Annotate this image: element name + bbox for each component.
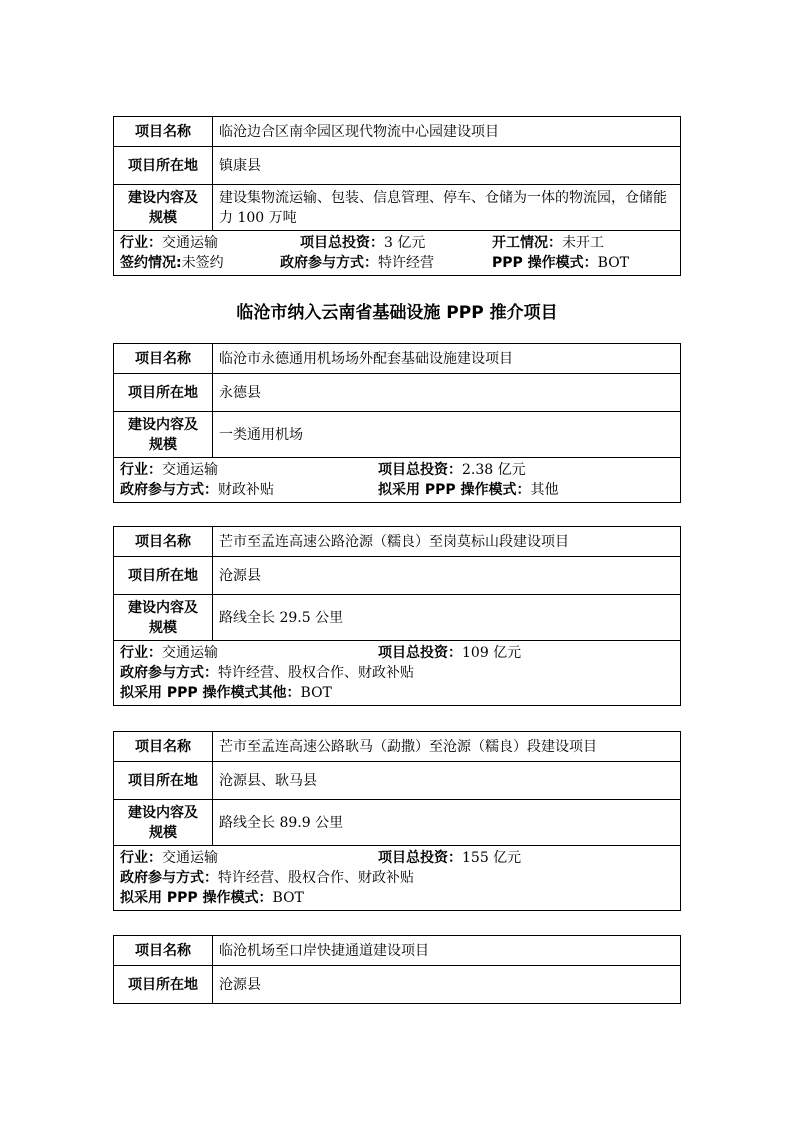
project-table-3: [113, 526, 681, 706]
location-label: 项目所在地: [114, 374, 213, 412]
sign-value: 未签约: [181, 255, 224, 271]
investment-value: 155 亿元: [462, 850, 522, 866]
ppp-value: 其他: [530, 482, 559, 498]
project-summary: 行业：交通运输 项目总投资：3 亿元 开工情况：未开工 签约情况:未签约 政府参与方式：特许经营 PPP 操作模式：BOT: [114, 231, 681, 276]
gov-value: 特许经营、股权合作、财政补贴: [218, 870, 414, 886]
name-label: 项目名称: [114, 527, 213, 557]
location-label: 项目所在地: [114, 557, 213, 595]
ppp-value: BOT: [300, 685, 332, 701]
project-content: 建设集物流运输、包装、信息管理、停车、仓储为一体的物流园，仓储能力 100 万吨: [213, 185, 681, 231]
industry-value: 交通运输: [162, 645, 218, 661]
project-name: 芒市至孟连高速公路耿马（勐撒）至沧源（糯良）段建设项目: [213, 732, 681, 762]
project-location: 沧源县: [213, 557, 681, 595]
project-location: 沧源县、耿马县: [213, 762, 681, 800]
content-label: 建设内容及 规模: [114, 595, 213, 641]
industry-value: 交通运输: [162, 462, 218, 478]
project-summary: 行业：交通运输 项目总投资：155 亿元 政府参与方式：特许经营、股权合作、财政补贴 拟采用 PPP 操作模式：BOT: [114, 846, 681, 911]
investment-value: 109 亿元: [462, 645, 522, 661]
project-location: 镇康县: [213, 147, 681, 185]
ppp-value: BOT: [272, 890, 304, 906]
project-table-4: [113, 731, 681, 911]
location-label: 项目所在地: [114, 762, 213, 800]
project-table-1: [113, 116, 681, 276]
gov-value: 特许经营、股权合作、财政补贴: [218, 665, 414, 681]
section-title: 临沧市纳入云南省基础设施 PPP 推介项目: [236, 303, 558, 323]
name-label: 项目名称: [114, 344, 213, 374]
content-label: 建设内容及 规模: [114, 800, 213, 846]
location-label: 项目所在地: [114, 147, 213, 185]
name-label: 项目名称: [114, 732, 213, 762]
project-name: 临沧边合区南伞园区现代物流中心园建设项目: [213, 117, 681, 147]
industry-value: 交通运输: [162, 850, 218, 866]
project-name: 临沧市永德通用机场场外配套基础设施建设项目: [213, 344, 681, 374]
content-label: 建设内容及 规模: [114, 185, 213, 231]
project-location: 永德县: [213, 374, 681, 412]
project-table-2: [113, 343, 681, 503]
investment-value: 2.38 亿元: [462, 462, 526, 478]
project-summary: 行业：交通运输 项目总投资：109 亿元 政府参与方式：特许经营、股权合作、财政补贴 拟采用 PPP 操作模式其他：BOT: [114, 641, 681, 706]
industry-value: 交通运输: [162, 235, 218, 251]
project-table-5: [113, 935, 681, 1004]
ppp-value: BOT: [597, 255, 630, 271]
start-value: 未开工: [562, 235, 604, 251]
project-location: 沧源县: [213, 966, 681, 1004]
gov-value: 特许经营: [378, 255, 434, 271]
project-content: 路线全长 29.5 公里: [213, 595, 681, 641]
project-summary: 行业：交通运输 项目总投资：2.38 亿元 政府参与方式：财政补贴 拟采用 PPP 操作模式：其他: [114, 458, 681, 503]
location-label: 项目所在地: [114, 966, 213, 1004]
name-label: 项目名称: [114, 936, 213, 966]
project-name: 临沧机场至口岸快捷通道建设项目: [213, 936, 681, 966]
investment-value: 3 亿元: [384, 235, 426, 251]
project-content: 一类通用机场: [213, 412, 681, 458]
gov-value: 财政补贴: [218, 482, 274, 498]
project-content: 路线全长 89.9 公里: [213, 800, 681, 846]
project-name: 芒市至孟连高速公路沧源（糯良）至岗莫标山段建设项目: [213, 527, 681, 557]
name-label: 项目名称: [114, 117, 213, 147]
content-label: 建设内容及 规模: [114, 412, 213, 458]
